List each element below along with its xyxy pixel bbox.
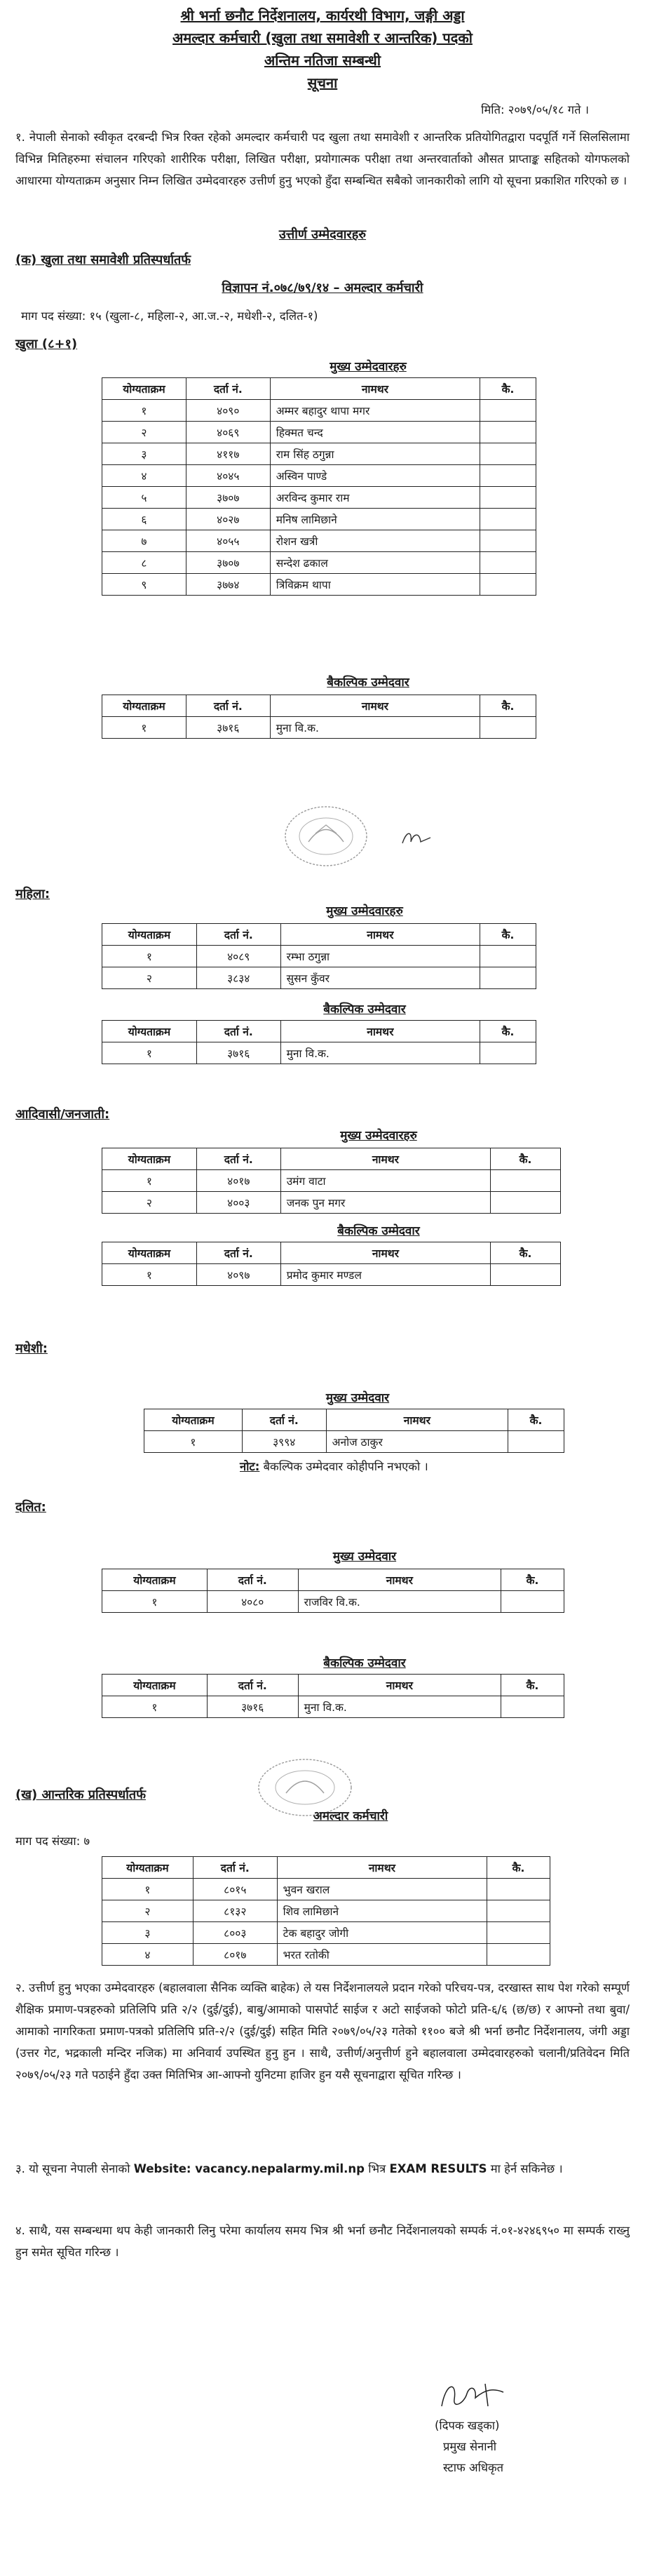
remarks-cell <box>480 509 536 530</box>
dalit-alternate-heading: बैकल्पिक उम्मेदवार <box>323 1656 406 1670</box>
paragraph-2: २. उत्तीर्ण हुनु भएका उम्मेदवारहरु (बहालवाला सैनिक व्यक्ति बाहेक) ले यस निर्देशनालयले प्रदान गरेको परिचय-पत्र, दरखास्त साथ पेश गरेको सम्पूर्ण शैक्षिक प्रमाण-पत्रहरुको प्रतिलिपि प्रति २/२ (दुई/दुई), बाबु/आमाको पासपोर्ट साईज र अटो साईजको फोटो प्रति-६/६ (छ/छ) र आफ्नो तथा बुवा/आमाको नागरिकता प्रमाण-पत्रको प्रतिलिपि प्रति-२/२ (दुई/दुई) सहित मिति २०७९/०५/२३ गतेको ११०० बजे श्री भर्ना छनौट निर्देशनालय, जंगी अड्डा (उत्तर गेट, भद्रकाली मन्दिर नजिक) मा अनिवार्य उपस्थित हुनु हुन । साथै, उत्तीर्ण/अनुत्तीर्ण हुने बहालवाला उम्मेदवारहरुको चलानी/प्रतिवेदन मिति २०७९/०५/२३ गते पठाईने हुँदा उक्त मितिभित्र आ-आफ्नो युनिटमा हाजिर हुन यसै सूचनाद्वारा सूचित गरिन्छ । <box>15 1981 630 2081</box>
khula-alternate-table <box>102 695 536 739</box>
remarks-cell <box>491 1170 561 1192</box>
regno-header: दर्ता नं. <box>196 1148 280 1170</box>
remarks-cell <box>480 443 536 465</box>
rank-header: योग्यताक्रम <box>102 378 186 400</box>
notice-date: मिति: २०७९/०५/१८ गते । <box>481 103 589 116</box>
name-header: नामथर <box>277 1857 487 1879</box>
rank-header: योग्यताक्रम <box>102 1569 208 1591</box>
khula-main-table <box>102 377 536 596</box>
rank-cell: ५ <box>102 487 186 509</box>
name-cell: शिव लामिछाने <box>277 1900 487 1922</box>
header-line-1: श्री भर्ना छनौट निर्देशनालय, कार्यरथी विभाग, जङ्गी अड्डा <box>180 7 465 24</box>
regno-cell: ३७०७ <box>186 552 270 574</box>
regno-cell: ४०९० <box>186 400 270 422</box>
remarks-header: कै. <box>501 1675 564 1696</box>
signatory-office: स्टाफ अधिकृत <box>443 2461 504 2474</box>
name-cell: भुवन खराल <box>277 1879 487 1900</box>
name-header: नामथर <box>270 378 480 400</box>
table-row <box>102 509 536 530</box>
table-header-row <box>144 1409 564 1431</box>
rank-header: योग्यताक्रम <box>102 695 186 717</box>
dalit-main-table <box>102 1569 564 1613</box>
regno-cell: ८००३ <box>193 1922 277 1944</box>
paragraph-4: ४. साथै, यस सम्बन्धमा थप केही जानकारी लिनु परेमा कार्यालय समय भित्र श्री भर्ना छनौट निर्देशनालयको सम्पर्क नं.०१-४२४६९५० मा सम्पर्क राख्नु हुन समेत सूचित गरिन्छ । <box>15 2224 630 2259</box>
rank-cell: १ <box>102 1042 197 1064</box>
adivasi-main-table <box>102 1148 561 1214</box>
remarks-cell <box>508 1431 564 1453</box>
mahila-main-table <box>102 923 536 989</box>
rank-cell: ३ <box>102 1922 194 1944</box>
table-header-row <box>102 1675 564 1696</box>
note-text: बैकल्पिक उम्मेदवार कोहीपनि नभएको । <box>259 1460 428 1473</box>
table-row <box>102 1922 550 1944</box>
name-cell: अस्विन पाण्डे <box>270 465 480 487</box>
regno-header: दर्ता नं. <box>207 1675 298 1696</box>
name-cell: जनक पुन मगर <box>280 1192 490 1214</box>
rank-header: योग्यताक्रम <box>144 1409 243 1431</box>
name-cell: हिक्मत चन्द <box>270 422 480 443</box>
mahila-alternate-table <box>102 1020 536 1064</box>
header-line-4: सूचना <box>307 74 338 91</box>
mahila-main-heading: मुख्य उम्मेदवारहरु <box>326 904 403 918</box>
name-cell: रम्भा ठगुन्ना <box>280 946 480 967</box>
group-label-adivasi: आदिवासी/जनजाती: <box>15 1107 110 1122</box>
regno-cell: ३७१६ <box>196 1042 280 1064</box>
table-header-row <box>102 924 536 946</box>
regno-cell: ८०१७ <box>193 1944 277 1966</box>
remarks-cell <box>480 1042 536 1064</box>
rank-cell: १ <box>102 717 186 739</box>
header-line-3: अन्तिम नतिजा सम्बन्धी <box>264 52 381 69</box>
name-cell: उमंग वाटा <box>280 1170 490 1192</box>
regno-cell: ४०५५ <box>186 530 270 552</box>
madhesi-note <box>240 1458 428 1474</box>
table-row <box>102 1192 561 1214</box>
remarks-cell <box>480 530 536 552</box>
para3-prefix: ३. यो सूचना नेपाली सेनाको <box>15 2162 134 2175</box>
remarks-header: कै. <box>491 1242 561 1264</box>
rank-cell: ९ <box>102 574 186 596</box>
rank-cell: ३ <box>102 443 186 465</box>
name-cell: प्रमोद कुमार मण्डल <box>280 1264 490 1286</box>
section-kha-title <box>15 1786 146 1803</box>
section-ka-text: (क) खुला तथा समावेशी प्रतिस्पर्धातर्फ <box>15 253 191 267</box>
remarks-header: कै. <box>508 1409 564 1431</box>
table-row <box>102 400 536 422</box>
regno-cell: ३९९४ <box>242 1431 326 1453</box>
remarks-cell <box>487 1879 550 1900</box>
website-link: Website: vacancy.nepalarmy.mil.np <box>133 2162 365 2175</box>
rank-header: योग्यताक्रम <box>102 1021 197 1042</box>
section-ka-title <box>15 251 191 268</box>
table-row <box>102 443 536 465</box>
table-header-row <box>102 1242 561 1264</box>
table-row <box>102 1900 550 1922</box>
paragraph-3 <box>15 2158 630 2180</box>
name-cell: रोशन खत्री <box>270 530 480 552</box>
table-row <box>102 1264 561 1286</box>
rank-cell: ४ <box>102 1944 194 1966</box>
rank-cell: १ <box>102 1591 208 1613</box>
remarks-cell <box>491 1192 561 1214</box>
name-cell: मनिष लामिछाने <box>270 509 480 530</box>
table-row <box>102 946 536 967</box>
rank-header: योग्यताक्रम <box>102 924 197 946</box>
table-row <box>102 422 536 443</box>
table-header-row <box>102 1857 550 1879</box>
regno-cell: ३७७४ <box>186 574 270 596</box>
remarks-header: कै. <box>487 1857 550 1879</box>
table-row <box>102 1696 564 1718</box>
adivasi-alternate-heading: बैकल्पिक उम्मेदवार <box>337 1224 420 1238</box>
regno-cell: ३७०७ <box>186 487 270 509</box>
group-label-mahila: महिला: <box>15 887 50 901</box>
remarks-cell <box>487 1944 550 1966</box>
name-header: नामथर <box>326 1409 508 1431</box>
rank-cell: १ <box>102 1264 197 1286</box>
internal-heading: अमल्दार कर्मचारी <box>313 1809 388 1823</box>
table-header-row <box>102 1569 564 1591</box>
regno-header: दर्ता नं. <box>186 378 270 400</box>
remarks-cell <box>480 574 536 596</box>
rank-cell: २ <box>102 1900 194 1922</box>
remarks-cell <box>480 487 536 509</box>
remarks-header: कै. <box>480 695 536 717</box>
remarks-header: कै. <box>480 924 536 946</box>
regno-cell: ४११७ <box>186 443 270 465</box>
name-cell: राम सिंह ठगुन्ना <box>270 443 480 465</box>
name-header: नामथर <box>280 924 480 946</box>
regno-cell: ४०९७ <box>196 1264 280 1286</box>
name-cell: अनोज ठाकुर <box>326 1431 508 1453</box>
madhesi-main-heading: मुख्य उम्मेदवार <box>325 1391 390 1405</box>
table-header-row <box>102 1021 536 1042</box>
regno-cell: ८०१५ <box>193 1879 277 1900</box>
name-cell: टेक बहादुर जोगी <box>277 1922 487 1944</box>
group-label-dalit: दलित: <box>15 1500 46 1515</box>
name-header: नामथर <box>298 1675 501 1696</box>
exam-results-label: EXAM RESULTS <box>389 2162 487 2175</box>
mahila-alternate-heading: बैकल्पिक उम्मेदवार <box>323 1002 406 1017</box>
rank-cell: १ <box>102 1879 194 1900</box>
table-row <box>102 1944 550 1966</box>
para3-suffix: मा हेर्न सकिनेछ । <box>487 2162 563 2175</box>
table-header-row <box>102 378 536 400</box>
table-row <box>144 1431 564 1453</box>
rank-header: योग्यताक्रम <box>102 1242 197 1264</box>
table-row <box>102 1879 550 1900</box>
remarks-cell <box>480 717 536 739</box>
table-row <box>102 1591 564 1613</box>
rank-header: योग्यताक्रम <box>102 1148 197 1170</box>
paragraph-1: १. नेपाली सेनाको स्वीकृत दरबन्दी भित्र रिक्त रहेको अमल्दार कर्मचारी पद खुला तथा समावेशी र आन्तरिक प्रतियोगितद्वारा पदपूर्ति गर्ने सिलसिलामा विभिन्न मितिहरुमा संचालन गरिएको शारीरिक परीक्षा, लिखित परीक्षा, प्रयोगात्मक परीक्षा तथा अन्तरवार्ताको औसत प्राप्ताङ्क सहितको योगफलको आधारमा योग्यताक्रम अनुसार निम्न लिखित उम्मेदवारहरु उत्तीर्ण हुनु भएको हुँदा सम्बन्धित सबैको जानकारीको लागि यो सूचना प्रकाशित गरिएको छ । <box>15 130 630 187</box>
name-cell: अरविन्द कुमार राम <box>270 487 480 509</box>
remarks-cell <box>480 465 536 487</box>
rank-cell: १ <box>102 1696 208 1718</box>
regno-header: दर्ता नं. <box>196 1021 280 1042</box>
initial-mark-icon <box>400 828 435 849</box>
internal-post-count: माग पद संख्या: ७ <box>15 1834 90 1848</box>
section-kha-text: (ख) आन्तरिक प्रतिस्पर्धातर्फ <box>15 1787 147 1802</box>
madhesi-main-table <box>144 1409 564 1453</box>
rank-cell: १ <box>102 400 186 422</box>
para3-mid: भित्र <box>364 2162 390 2175</box>
signatory-name: (दिपक खड्का) <box>435 2419 500 2432</box>
name-cell: राजविर वि.क. <box>298 1591 501 1613</box>
regno-header: दर्ता नं. <box>193 1857 277 1879</box>
name-cell: मुना वि.क. <box>280 1042 480 1064</box>
adivasi-main-heading: मुख्य उम्मेदवारहरु <box>340 1129 417 1143</box>
remarks-cell <box>480 967 536 989</box>
army-seal-icon <box>280 800 372 870</box>
dalit-main-heading: मुख्य उम्मेदवार <box>332 1550 397 1564</box>
rank-cell: २ <box>102 422 186 443</box>
table-row <box>102 967 536 989</box>
remarks-cell <box>480 422 536 443</box>
regno-cell: ८१३२ <box>193 1900 277 1922</box>
regno-header: दर्ता नं. <box>186 695 270 717</box>
rank-cell: ४ <box>102 465 186 487</box>
name-cell: मुना वि.क. <box>298 1696 501 1718</box>
header-line-2: अमल्दार कर्मचारी (खुला तथा समावेशी र आन्तरिक) पदको <box>172 29 473 46</box>
remarks-header: कै. <box>480 378 536 400</box>
name-cell: अम्मर बहादुर थापा मगर <box>270 400 480 422</box>
rank-cell: ७ <box>102 530 186 552</box>
remarks-cell <box>487 1922 550 1944</box>
table-row <box>102 717 536 739</box>
internal-table <box>102 1856 550 1966</box>
rank-cell: १ <box>144 1431 243 1453</box>
name-header: नामथर <box>280 1242 490 1264</box>
rank-cell: २ <box>102 967 197 989</box>
table-row <box>102 487 536 509</box>
regno-cell: ४००३ <box>196 1192 280 1214</box>
regno-cell: ३७१६ <box>186 717 270 739</box>
rank-cell: २ <box>102 1192 197 1214</box>
regno-header: दर्ता नं. <box>196 924 280 946</box>
advertisement-number: विज्ञापन नं.०७८/७९/१४ – अमल्दार कर्मचारी <box>222 281 423 295</box>
adivasi-alternate-table <box>102 1242 561 1286</box>
remarks-cell <box>480 400 536 422</box>
passed-candidates-title: उत्तीर्ण उम्मेदवारहरु <box>278 227 367 242</box>
dalit-alternate-table <box>102 1674 564 1718</box>
remarks-cell <box>480 946 536 967</box>
name-header: नामथर <box>270 695 480 717</box>
remarks-cell <box>480 552 536 574</box>
table-row <box>102 1170 561 1192</box>
group-label-khula: खुला (८+१) <box>15 337 78 351</box>
signature-icon <box>436 2378 513 2415</box>
table-row <box>102 552 536 574</box>
remarks-header: कै. <box>480 1021 536 1042</box>
table-header-row <box>102 1148 561 1170</box>
name-header: नामथर <box>280 1021 480 1042</box>
name-header: नामथर <box>280 1148 490 1170</box>
khula-main-heading: मुख्य उम्मेदवारहरु <box>330 360 407 374</box>
remarks-cell <box>501 1591 564 1613</box>
table-header-row <box>102 695 536 717</box>
regno-cell: ४०१७ <box>196 1170 280 1192</box>
signatory-rank: प्रमुख सेनानी <box>443 2440 497 2453</box>
name-cell: भरत रतोकी <box>277 1944 487 1966</box>
rank-header: योग्यताक्रम <box>102 1857 194 1879</box>
name-cell: सन्देश ढकाल <box>270 552 480 574</box>
name-cell: त्रिविक्रम थापा <box>270 574 480 596</box>
remarks-cell <box>487 1900 550 1922</box>
group-label-madhesi: मधेशी: <box>15 1341 48 1356</box>
regno-cell: ४०४५ <box>186 465 270 487</box>
khula-alternate-heading: बैकल्पिक उम्मेदवार <box>327 676 409 690</box>
rank-cell: १ <box>102 1170 197 1192</box>
remarks-cell <box>491 1264 561 1286</box>
regno-cell: ४०८९ <box>196 946 280 967</box>
regno-header: दर्ता नं. <box>207 1569 298 1591</box>
table-row <box>102 530 536 552</box>
regno-cell: ३७१६ <box>207 1696 298 1718</box>
regno-cell: ४०८० <box>207 1591 298 1613</box>
regno-cell: ४०२७ <box>186 509 270 530</box>
remarks-cell <box>501 1696 564 1718</box>
regno-cell: ३८३४ <box>196 967 280 989</box>
post-count: माग पद संख्या: १५ (खुला-८, महिला-२, आ.ज.-२, मधेशी-२, दलित-१) <box>21 309 318 323</box>
remarks-header: कै. <box>491 1148 561 1170</box>
name-cell: सुसन कुँवर <box>280 967 480 989</box>
table-row <box>102 1042 536 1064</box>
rank-cell: ६ <box>102 509 186 530</box>
name-header: नामथर <box>298 1569 501 1591</box>
rank-cell: ८ <box>102 552 186 574</box>
table-row <box>102 574 536 596</box>
rank-header: योग्यताक्रम <box>102 1675 208 1696</box>
regno-header: दर्ता नं. <box>196 1242 280 1264</box>
note-label: नोट: <box>240 1460 260 1473</box>
remarks-header: कै. <box>501 1569 564 1591</box>
rank-cell: १ <box>102 946 197 967</box>
regno-cell: ४०६९ <box>186 422 270 443</box>
name-cell: मुना वि.क. <box>270 717 480 739</box>
table-row <box>102 465 536 487</box>
regno-header: दर्ता नं. <box>242 1409 326 1431</box>
